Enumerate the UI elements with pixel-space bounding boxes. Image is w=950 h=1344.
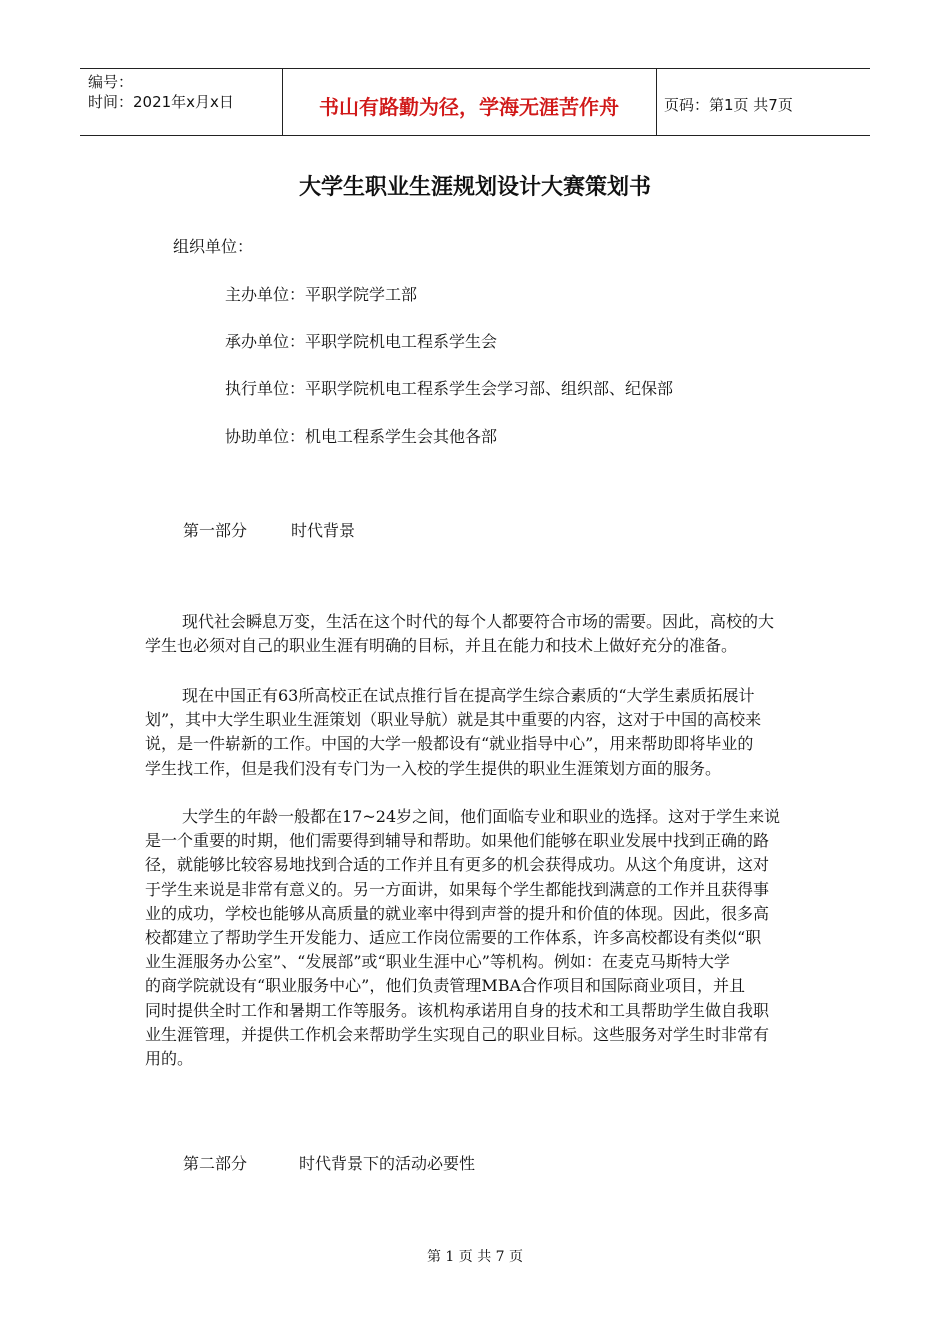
header-page-info: 页码：第1页 共7页 <box>664 96 793 114</box>
org-unit-executor: 执行单位：平职学院机电工程系学生会学习部、组织部、纪保部 <box>225 379 674 398</box>
paragraph-text: 现代社会瞬息万变，生活在这个时代的每个人都要符合市场的需要。因此，高校的大 学生也必须对自己的职业生涯有明确的目标，并且在能力和技术上做好充分的准备。 <box>145 612 775 656</box>
section-heading-part1 <box>183 518 355 541</box>
header-meta <box>88 72 234 112</box>
org-unit-host: 主办单位：平职学院学工部 <box>225 285 418 304</box>
org-unit-organizer: 承办单位：平职学院机电工程系学生会 <box>225 332 498 351</box>
document-number-label: 编号： <box>88 73 134 91</box>
org-heading: 组织单位： <box>173 237 254 256</box>
page-footer: 第 1 页 共 7 页 <box>426 1249 524 1265</box>
header-motto: 书山有路勤为径，学海无涯苦作舟 <box>319 95 619 119</box>
section-label: 第二部分 <box>183 1154 248 1173</box>
header-divider <box>656 69 657 135</box>
document-title: 大学生职业生涯规划设计大赛策划书 <box>298 175 651 200</box>
page-header <box>80 68 870 136</box>
paragraph-text: 现在中国正有63所高校正在试点推行旨在提高学生综合素质的“大学生素质拓展计 划”，其中大学生职业生涯策划（职业导航）就是其中重要的内容，这对于中国的高校来 说，是一件崭新的工作。中国的大学一般都设有“就业指导中心”，用来帮助即将毕业的 学生找工作，但是我们没有专门为一入校的学生提供的职业生涯策划方面的服务。 <box>145 686 762 778</box>
document-time-label: 时间：2021年x月x日 <box>88 93 234 111</box>
paragraph <box>145 805 805 1071</box>
section-label: 第一部分 <box>183 521 248 540</box>
paragraph <box>145 684 805 781</box>
org-unit-assistant: 协助单位：机电工程系学生会其他各部 <box>225 427 498 446</box>
paragraph <box>145 610 805 658</box>
section-heading-part2 <box>183 1151 475 1174</box>
section-title: 时代背景 <box>291 521 356 540</box>
section-title: 时代背景下的活动必要性 <box>299 1154 476 1173</box>
paragraph-text: 大学生的年龄一般都在17~24岁之间，他们面临专业和职业的选择。这对于学生来说 是一个重要的时期，他们需要得到辅导和帮助。如果他们能够在职业发展中找到正确的路 径，就能够比较容易地找到合适的工作并且有更多的机会获得成功。从这个角度讲，这对 于学生来说是非常有意义的。另一方面讲，如果每个学生都能找到满意的工作并且获得事 业的成功，学校也能够从高质量的就业率中得到声誉的提升和价值的体现。因此，很多高 校都建立了帮助学生开发能力、适应工作岗位需要的工作体系，许多高校都设有类似“职 业生涯服务办公室”、“发展部”或“职业生涯中心”等机构。例如：在麦克马斯特大学 的商学院就设有“职业服务中心”，他们负责管理MBA合作项目和国际商业项目，并且 同时提供全时工作和暑期工作等服务。该机构承诺用自身的技术和工具帮助学生做自我职 业生涯管理，并提供工作机会来帮助学生实现自己的职业目标。这些服务对学生时非常有 用的。 <box>145 807 781 1069</box>
